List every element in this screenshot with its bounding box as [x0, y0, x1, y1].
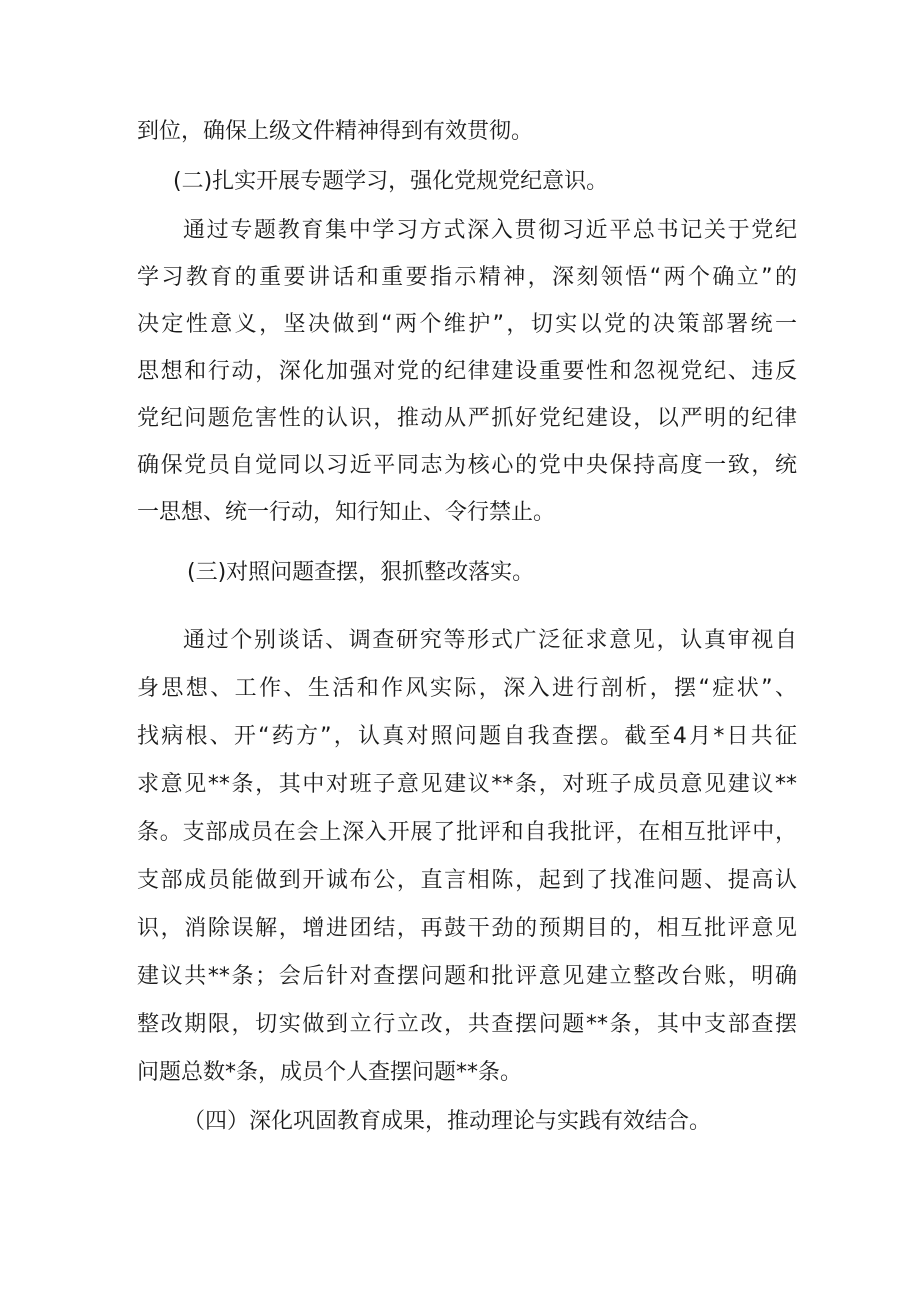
paragraph-line: 求意见**条，其中对班子意见建议**条，对班子成员意见建议**	[137, 772, 797, 797]
paragraph-line: 决定性意义，坚决做到“两个维护”，切实以党的决策部署统一	[137, 312, 797, 337]
section-heading: (三)对照问题查摆，狠抓整改落实。	[187, 560, 535, 585]
paragraph-line: 建议共**条；会后针对查摆问题和批评意见建立整改台账，明确	[137, 964, 797, 989]
paragraph-line: 一思想、统一行动，知行知止、令行禁止。	[137, 500, 556, 525]
paragraph-line: 通过专题教育集中学习方式深入贯彻习近平总书记关于党纪	[183, 218, 797, 243]
section-heading: （四）深化巩固教育成果，推动理论与实践有效结合。	[183, 1109, 712, 1134]
paragraph-line: 识，消除误解，增进团结，再鼓干劲的预期目的，相互批评意见	[137, 916, 797, 941]
section-heading: (二)扎实开展专题学习，强化党规党纪意识。	[173, 169, 609, 194]
paragraph-line: 条。支部成员在会上深入开展了批评和自我批评，在相互批评中，	[137, 820, 797, 845]
paragraph-line: 党纪问题危害性的认识，推动从严抓好党纪建设，以严明的纪律	[137, 406, 797, 431]
paragraph-line: 到位，确保上级文件精神得到有效贯彻。	[137, 119, 534, 144]
paragraph-line: 学习教育的重要讲话和重要指示精神，深刻领悟“两个确立”的	[137, 265, 797, 290]
paragraph-line: 找病根、开“药方”，认真对照问题自我查摆。截至4月*日共征	[137, 724, 797, 749]
paragraph-line: 支部成员能做到开诚布公，直言相陈，起到了找准问题、提高认	[137, 868, 797, 893]
paragraph-line: 确保党员自觉同以习近平同志为核心的党中央保持高度一致，统	[137, 453, 797, 478]
paragraph-line: 问题总数*条，成员个人查摆问题**条。	[137, 1060, 523, 1085]
paragraph-line: 通过个别谈话、调查研究等形式广泛征求意见，认真审视自	[183, 628, 797, 653]
paragraph-line: 身思想、工作、生活和作风实际，深入进行剖析，摆“症状”、	[137, 676, 797, 701]
paragraph-line: 整改期限，切实做到立行立改，共查摆问题**条，其中支部查摆	[137, 1012, 797, 1037]
paragraph-line: 思想和行动，深化加强对党的纪律建设重要性和忽视党纪、违反	[137, 359, 797, 384]
